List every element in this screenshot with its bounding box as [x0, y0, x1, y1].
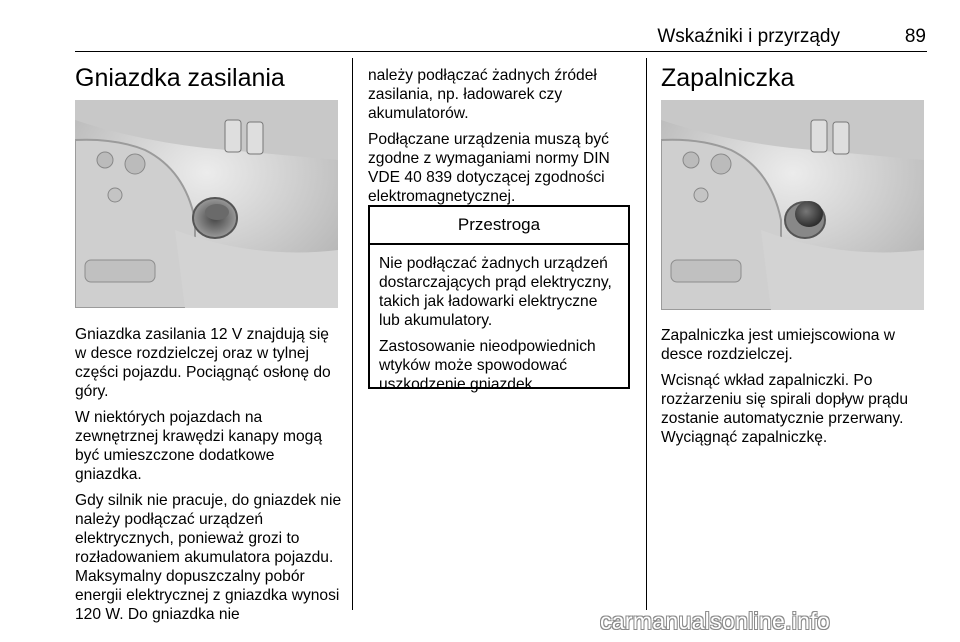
paragraph: należy podłączać żadnych źródeł zasilania, np. ładowarek czy akumulatorów.: [368, 67, 597, 122]
caution-paragraph: Nie podłączać żadnych urządzeń dostarczających prąd elektryczny, takich jak ładowarki elektryczne lub akumulatory.: [379, 255, 612, 329]
power-outlet-illustration: [75, 100, 338, 308]
column-divider-left: [352, 58, 353, 610]
section-heading-power-outlets: Gniazdka zasilania: [75, 64, 285, 92]
paragraph: Zapalniczka jest umiejscowiona w desce rozdzielczej.: [661, 327, 896, 363]
running-header-title: Wskaźniki i przyrządy: [657, 26, 840, 47]
paragraph: Podłączane urządzenia muszą być zgodne z wymaganiami normy DIN VDE 40 839 dotyczącej zgodności elektromagnetycznej.: [368, 131, 610, 205]
paragraph: W niektórych pojazdach na zewnętrznej krawędzi kanapy mogą być umieszczone dodatkowe gniazdka.: [75, 409, 323, 483]
cigarette-lighter-illustration: [661, 100, 924, 310]
watermark: carmanualsonline.info: [600, 608, 831, 634]
caution-paragraph: Zastosowanie nieodpowiednich wtyków może spowodować uszkodzenie gniazdek.: [379, 338, 596, 393]
left-column-text: [75, 325, 343, 631]
column-divider-right: [646, 58, 647, 610]
paragraph: Gniazdka zasilania 12 V znajdują się w desce rozdzielczej oraz w tylnej części pojazdu. Pociągnąć osłonę do góry.: [75, 326, 331, 400]
section-heading-cigarette-lighter: Zapalniczka: [661, 64, 795, 92]
right-column-text: [661, 326, 923, 454]
caution-body: [370, 245, 628, 394]
paragraph: Wcisnąć wkład zapalniczki. Po rozżarzeniu się spirali dopływ prądu zostanie automatycznie przerwany. Wyciągnąć zapalniczkę.: [661, 372, 909, 446]
paragraph: Gdy silnik nie pracuje, do gniazdek nie należy podłączać urządzeń elektrycznych, ponieważ grozi to rozładowaniem akumulatora pojazdu. Maksymalny dopuszczalny pobór energii elektrycznej z gniazdka wynosi 120 W. Do gniazdka nie: [75, 492, 342, 623]
page-number: 89: [904, 26, 926, 47]
middle-column-text: [368, 66, 633, 213]
caution-title: Przestroga: [370, 207, 628, 245]
caution-box: [368, 205, 630, 393]
power-outlet-photo: [75, 100, 338, 308]
cigarette-lighter-photo: [661, 100, 924, 310]
header-divider: [75, 51, 927, 52]
